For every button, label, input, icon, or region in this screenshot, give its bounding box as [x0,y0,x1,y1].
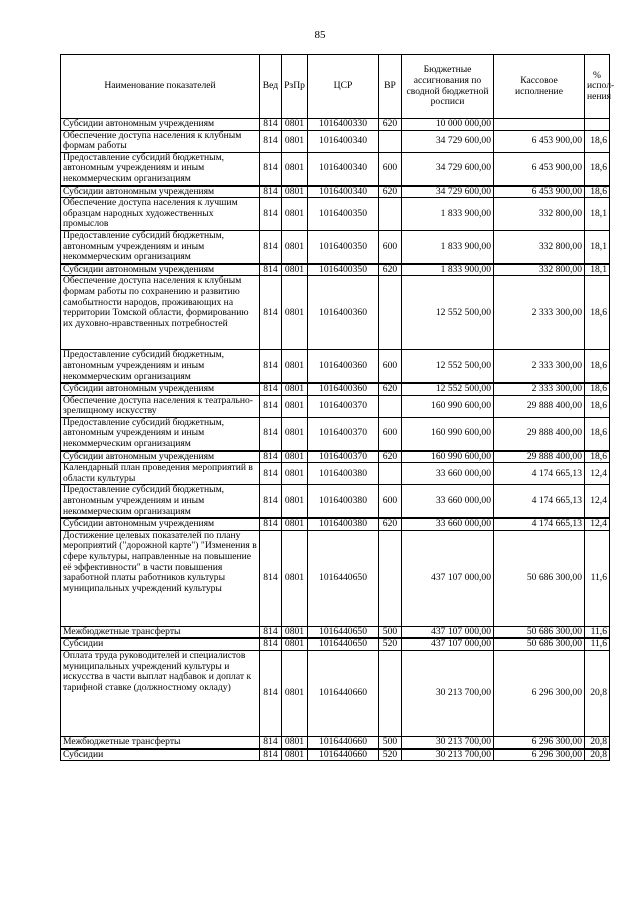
cell-ved: 814 [260,276,282,350]
cell-assigned: 1 833 900,00 [402,230,494,263]
cell-vr: 500 [379,626,402,638]
cell-executed: 6 296 300,00 [494,749,585,761]
cell-assigned: 34 729 600,00 [402,186,494,198]
cell-rzpr: 0801 [282,463,308,485]
cell-assigned: 33 660 000,00 [402,485,494,518]
cell-percent [585,119,610,131]
cell-percent: 18,6 [585,383,610,395]
cell-assigned: 160 990 600,00 [402,417,494,450]
cell-ved: 814 [260,737,282,749]
table-row [61,417,610,450]
cell-ved: 814 [260,749,282,761]
cell-csr: 1016400340 [308,130,379,152]
table-row [61,152,610,185]
cell-csr: 1016400330 [308,119,379,131]
cell-vr [379,651,402,737]
cell-rzpr: 0801 [282,350,308,383]
cell-executed: 332 800,00 [494,230,585,263]
table-row [61,626,610,638]
cell-assigned: 160 990 600,00 [402,451,494,463]
cell-percent: 11,6 [585,530,610,626]
cell-executed: 6 453 900,00 [494,186,585,198]
cell-rzpr: 0801 [282,276,308,350]
budget-table [60,54,615,761]
cell-assigned: 30 213 700,00 [402,737,494,749]
cell-csr: 1016440660 [308,749,379,761]
cell-percent: 12,4 [585,485,610,518]
cell-percent: 18,1 [585,198,610,231]
cell-vr [379,198,402,231]
cell-ved: 814 [260,198,282,231]
cell-executed: 29 888 400,00 [494,451,585,463]
cell-rzpr: 0801 [282,130,308,152]
cell-executed [494,119,585,131]
cell-csr: 1016400350 [308,230,379,263]
cell-vr: 620 [379,186,402,198]
cell-assigned: 10 000 000,00 [402,119,494,131]
cell-percent: 18,6 [585,417,610,450]
cell-executed: 4 174 665,13 [494,463,585,485]
cell-name: Календарный план проведения мероприятий в области культуры [61,463,260,485]
cell-executed: 6 453 900,00 [494,130,585,152]
table-row [61,530,610,626]
cell-percent: 18,6 [585,395,610,417]
cell-name: Обеспечение доступа населения к театрально-зрелищному искусству [61,395,260,417]
cell-vr [379,395,402,417]
header-assigned: Бюджетные ассигнования по сводной бюджетной росписи [402,55,494,119]
cell-vr: 600 [379,350,402,383]
cell-rzpr: 0801 [282,737,308,749]
cell-vr: 600 [379,230,402,263]
cell-name: Обеспечение доступа населения к лучшим образцам народных художественных промыслов [61,198,260,231]
header-vr: ВР [379,55,402,119]
cell-vr: 500 [379,737,402,749]
cell-rzpr: 0801 [282,638,308,650]
header-ved: Вед [260,55,282,119]
table-row [61,518,610,530]
cell-rzpr: 0801 [282,264,308,276]
cell-ved: 814 [260,130,282,152]
cell-percent: 18,6 [585,152,610,185]
cell-assigned: 12 552 500,00 [402,276,494,350]
header-executed: Кассовое исполнение [494,55,585,119]
cell-percent: 11,6 [585,626,610,638]
cell-name: Оплата труда руководителей и специалистов муниципальных учреждений культуры и искусства в части выплат надбавок и доплат к тарифной ставке (должностному окладу) [61,651,260,737]
cell-csr: 1016400370 [308,417,379,450]
cell-name: Субсидии автономным учреждениям [61,119,260,131]
cell-assigned: 34 729 600,00 [402,130,494,152]
cell-vr: 620 [379,383,402,395]
cell-rzpr: 0801 [282,485,308,518]
table-row [61,749,610,761]
cell-percent: 18,6 [585,350,610,383]
cell-executed: 50 686 300,00 [494,626,585,638]
table-row [61,198,610,231]
cell-executed: 332 800,00 [494,198,585,231]
cell-csr: 1016400360 [308,276,379,350]
cell-assigned: 12 552 500,00 [402,383,494,395]
table-row [61,230,610,263]
cell-assigned: 30 213 700,00 [402,651,494,737]
cell-rzpr: 0801 [282,417,308,450]
table-row [61,186,610,198]
cell-rzpr: 0801 [282,749,308,761]
cell-ved: 814 [260,230,282,263]
cell-assigned: 160 990 600,00 [402,395,494,417]
cell-assigned: 12 552 500,00 [402,350,494,383]
cell-ved: 814 [260,485,282,518]
cell-csr: 1016400350 [308,264,379,276]
cell-percent: 20,8 [585,737,610,749]
cell-name: Субсидии автономным учреждениям [61,451,260,463]
cell-vr [379,463,402,485]
cell-vr: 600 [379,485,402,518]
table-row [61,119,610,131]
cell-csr: 1016400380 [308,463,379,485]
cell-name: Субсидии автономным учреждениям [61,383,260,395]
cell-vr: 620 [379,518,402,530]
cell-name: Предоставление субсидий бюджетным, автономным учреждениям и иным некоммерческим организациям [61,152,260,185]
table-row [61,276,610,350]
cell-rzpr: 0801 [282,230,308,263]
page-number: 85 [314,29,326,41]
cell-rzpr: 0801 [282,530,308,626]
cell-rzpr: 0801 [282,626,308,638]
cell-executed: 29 888 400,00 [494,417,585,450]
cell-ved: 814 [260,350,282,383]
cell-rzpr: 0801 [282,383,308,395]
table-row [61,651,610,737]
cell-name: Предоставление субсидий бюджетным, автономным учреждениям и иным некоммерческим организациям [61,230,260,263]
cell-ved: 814 [260,264,282,276]
cell-percent: 18,1 [585,264,610,276]
cell-assigned: 437 107 000,00 [402,530,494,626]
cell-assigned: 1 833 900,00 [402,264,494,276]
table-row [61,395,610,417]
cell-vr [379,130,402,152]
cell-percent: 20,8 [585,651,610,737]
cell-name: Межбюджетные трансферты [61,626,260,638]
cell-assigned: 33 660 000,00 [402,518,494,530]
table-header-row [61,55,610,119]
cell-assigned: 437 107 000,00 [402,626,494,638]
cell-ved: 814 [260,518,282,530]
cell-csr: 1016400340 [308,152,379,185]
cell-executed: 6 296 300,00 [494,737,585,749]
cell-executed: 332 800,00 [494,264,585,276]
table-row [61,350,610,383]
cell-vr: 620 [379,119,402,131]
table-row [61,485,610,518]
cell-name: Предоставление субсидий бюджетным, автономным учреждениям и иным некоммерческим организациям [61,417,260,450]
cell-executed: 6 453 900,00 [494,152,585,185]
cell-assigned: 33 660 000,00 [402,463,494,485]
cell-csr: 1016440650 [308,626,379,638]
cell-ved: 814 [260,463,282,485]
cell-ved: 814 [260,152,282,185]
table-row [61,130,610,152]
table-row [61,638,610,650]
cell-csr: 1016440650 [308,638,379,650]
cell-name: Субсидии автономным учреждениям [61,518,260,530]
cell-ved: 814 [260,626,282,638]
cell-executed: 2 333 300,00 [494,383,585,395]
cell-percent: 18,6 [585,186,610,198]
cell-assigned: 30 213 700,00 [402,749,494,761]
table-row [61,463,610,485]
cell-csr: 1016400370 [308,451,379,463]
cell-ved: 814 [260,383,282,395]
cell-csr: 1016400350 [308,198,379,231]
cell-rzpr: 0801 [282,198,308,231]
cell-assigned: 1 833 900,00 [402,198,494,231]
cell-csr: 1016400380 [308,485,379,518]
cell-vr: 620 [379,264,402,276]
cell-vr: 520 [379,749,402,761]
cell-executed: 4 174 665,13 [494,518,585,530]
cell-ved: 814 [260,417,282,450]
cell-percent: 18,6 [585,451,610,463]
cell-ved: 814 [260,395,282,417]
cell-percent: 12,4 [585,463,610,485]
cell-vr: 600 [379,417,402,450]
cell-vr: 600 [379,152,402,185]
table-row [61,451,610,463]
cell-vr [379,530,402,626]
cell-name: Предоставление субсидий бюджетным, автономным учреждениям и иным некоммерческим организациям [61,350,260,383]
cell-csr: 1016400360 [308,350,379,383]
cell-assigned: 34 729 600,00 [402,152,494,185]
cell-assigned: 437 107 000,00 [402,638,494,650]
cell-percent: 18,6 [585,276,610,350]
header-csr: ЦСР [308,55,379,119]
cell-rzpr: 0801 [282,518,308,530]
cell-percent: 18,6 [585,130,610,152]
cell-executed: 6 296 300,00 [494,651,585,737]
cell-rzpr: 0801 [282,451,308,463]
cell-ved: 814 [260,451,282,463]
cell-csr: 1016400370 [308,395,379,417]
table-row [61,383,610,395]
cell-executed: 50 686 300,00 [494,530,585,626]
cell-name: Субсидии автономным учреждениям [61,264,260,276]
header-rzpr: РзПр [282,55,308,119]
cell-ved: 814 [260,651,282,737]
cell-executed: 2 333 300,00 [494,350,585,383]
cell-name: Достижение целевых показателей по плану мероприятий ("дорожной карте") "Изменения в сфере культуры, направленные на повышение её эффективности" в части повышения заработной платы работников культуры муниципальных учреждений культуры [61,530,260,626]
cell-csr: 1016440650 [308,530,379,626]
table-row [61,264,610,276]
cell-name: Обеспечение доступа населения к клубным формам работы [61,130,260,152]
cell-vr: 620 [379,451,402,463]
cell-csr: 1016400360 [308,383,379,395]
cell-name: Субсидии [61,638,260,650]
cell-csr: 1016440660 [308,737,379,749]
cell-ved: 814 [260,638,282,650]
cell-rzpr: 0801 [282,186,308,198]
cell-name: Субсидии автономным учреждениям [61,186,260,198]
cell-ved: 814 [260,186,282,198]
cell-name: Межбюджетные трансферты [61,737,260,749]
cell-csr: 1016440660 [308,651,379,737]
header-percent: % испол-нения [585,55,610,119]
header-name: Наименование показателей [61,55,260,119]
cell-vr: 520 [379,638,402,650]
cell-vr [379,276,402,350]
cell-executed: 29 888 400,00 [494,395,585,417]
cell-ved: 814 [260,119,282,131]
cell-executed: 50 686 300,00 [494,638,585,650]
cell-percent: 20,8 [585,749,610,761]
table-row [61,737,610,749]
cell-rzpr: 0801 [282,119,308,131]
cell-executed: 2 333 300,00 [494,276,585,350]
cell-name: Обеспечение доступа населения к клубным формам работы по сохранению и развитию самобытности народов, проживающих на территории Томской области, формированию их духовно-нравственных потребностей [61,276,260,350]
cell-percent: 18,1 [585,230,610,263]
cell-rzpr: 0801 [282,395,308,417]
cell-executed: 4 174 665,13 [494,485,585,518]
cell-percent: 11,6 [585,638,610,650]
cell-name: Предоставление субсидий бюджетным, автономным учреждениям и иным некоммерческим организациям [61,485,260,518]
cell-ved: 814 [260,530,282,626]
cell-rzpr: 0801 [282,152,308,185]
cell-rzpr: 0801 [282,651,308,737]
cell-name: Субсидии [61,749,260,761]
cell-percent: 12,4 [585,518,610,530]
cell-csr: 1016400340 [308,186,379,198]
cell-csr: 1016400380 [308,518,379,530]
